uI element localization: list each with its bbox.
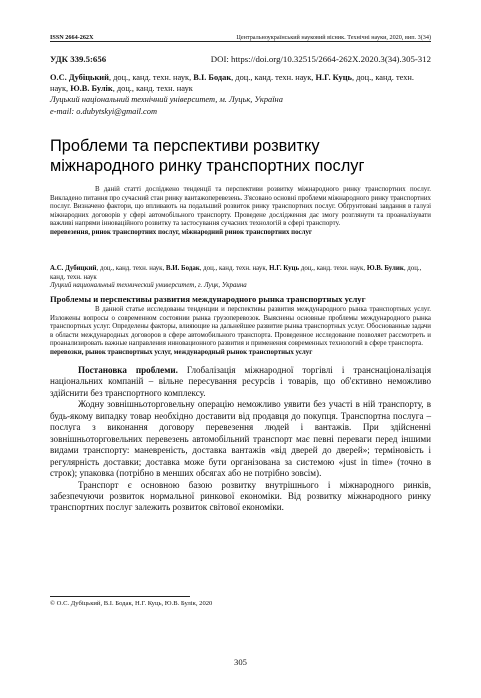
affiliation-ru: Луцкий национальный технический университет, г. Луцк, Украина [50, 282, 247, 290]
author-name: Н.Г. Куць [269, 265, 300, 272]
keywords-ru: перевозки, рынок транспортных услуг, международный рынок транспортных услуг [50, 348, 313, 356]
abstract-ru [50, 306, 431, 358]
article-body [50, 365, 431, 514]
running-header [50, 30, 431, 41]
author-name: Ю.В. Булик [366, 265, 404, 272]
author-role: доц., канд. техн. наук, [299, 265, 367, 272]
section-heading: Постановка проблеми. [78, 365, 178, 375]
affiliation-ua: Луцький національний технічний університет, м. Луцьк, Україна [50, 95, 283, 105]
authors-ru [50, 265, 431, 291]
body-text: Глобалізація міжнародної торгівлі і транснаціоналізація національних компаній – вільне пересування ресурсів і товарів, що об'єктивно неможливо здійснити без транспортного комплексу. [50, 365, 431, 398]
article-title-ru: Проблемы и перспективы развития международного рынка транспортных услуг [50, 294, 366, 304]
author-name: В.І. Бодак [193, 73, 232, 82]
author-role: , доц., канд. техн. наук, [96, 265, 166, 272]
author-role: , доц., канд. техн. наук, [108, 73, 194, 82]
author-name: В.И. Бодак [165, 265, 200, 272]
keywords-ua: перевезення, ринок транспортних послуг, міжнародний ринок транспортних послуг [50, 228, 313, 236]
author-name: А.С. Дубицкий [50, 265, 97, 272]
authors-ua [50, 72, 431, 117]
author-role: , доц., канд. техн. наук, [50, 73, 414, 94]
body-paragraph: Транспорт є основною базою розвитку внутрішнього і міжнародного ринків, забезпечуючи розвиток нормальної ринкової економіки. Від розвитку міжнародного ринку транспортних послуг залежить розвиток світової економіки. [50, 479, 431, 513]
udk-doi-line [50, 54, 431, 64]
author-role: , доц., канд. техн. наук [112, 84, 193, 94]
author-name: Ю.В. Булік [70, 84, 113, 94]
header-divider [50, 41, 431, 42]
abstract-ua [50, 186, 431, 238]
copyright-footnote: © О.С. Дубіцький, В.І. Бодак, Н.Г. Куць, Ю.В. Булік, 2020 [50, 600, 213, 607]
body-paragraph: Жодну зовнішньоторговельну операцію неможливо уявити без участі в ній транспорту, в будь-якому випадку товар необхідно доставити від продавця до покупця. Транспортна послуга – послуга з виконання договору перевезення людей і вантажів. При здійсненні зовнішньоторговельних перевезень автомобільний транспорт має певні переваги перед іншими видами транспорту: маневреність, доставка вантажів «від дверей до дверей»; терміновість і регулярність доставки; доставка може бути організована за системою «just in time» (точно в строк); упаковка (потрібно в менших обсягах або не потрібно зовсім). [50, 399, 431, 479]
author-role: , доц., канд. техн. наук, [231, 73, 316, 82]
author-email[interactable]: e-mail: o.dubytskyi@gmail.com [50, 106, 158, 116]
abstract-ru-text: В данной статье исследованы тенденции и перспективы развития международного рынка транспортных услуг. Изложены вопросы о современном состоянии рынка грузоперевозок. Выяснены основные проблемы международного рынка транспортных услуг. Определены факторы, влияющие на дальнейшее развитие рынка транспортных услуг. Обоснованные задачи в области международных договоров в сфере автомобильного транспорта. Проведенное исследование позволяет рассмотреть и проанализировать важные направления инновационного развития и применения современных технологий в сфере транспорта. [50, 306, 431, 348]
author-role: , доц., канд. техн. наук, [199, 265, 270, 272]
abstract-ua-text: В даній статті досліджено тенденції та перспективи розвитку міжнародного ринку транспортних послуг. Викладено питання про сучасний стан ринку вантажоперевезень. З'ясовано основні проблеми міжнародного ринку транспортних послуг. Визначено фактори, що впливають на подальший розвиток ринку транспортних послуг. Обґрунтовані завдання в галузі міжнародних договорів у сфері автомобільного транспорту. Проведене дослідження дає змогу розглянути та проаналізувати важливі напрями інноваційного розвитку та застосування сучасних технологій в сфері транспорту. [50, 186, 431, 228]
body-paragraph [50, 365, 431, 399]
issn: ISSN 2664-262X [50, 34, 94, 41]
author-name: О.С. Дубіцький [50, 73, 109, 82]
page-number: 305 [234, 657, 247, 667]
doi-link[interactable]: DOI: https://doi.org/10.32515/2664-262X.2020.3(34).305-312 [210, 54, 431, 64]
author-role: , доц., канд. техн. наук [50, 265, 422, 281]
udk-code: УДК 339.5:656 [50, 54, 107, 64]
article-title: Проблеми та перспективи розвитку міжнародного ринку транспортних послуг [50, 137, 365, 175]
footnote-divider [50, 596, 190, 597]
author-name: Н.Г. Куць [315, 73, 352, 82]
journal-name: Центральноукраїнський науковий вісник. Технічні науки, 2020, вип. 3(34) [236, 34, 431, 41]
